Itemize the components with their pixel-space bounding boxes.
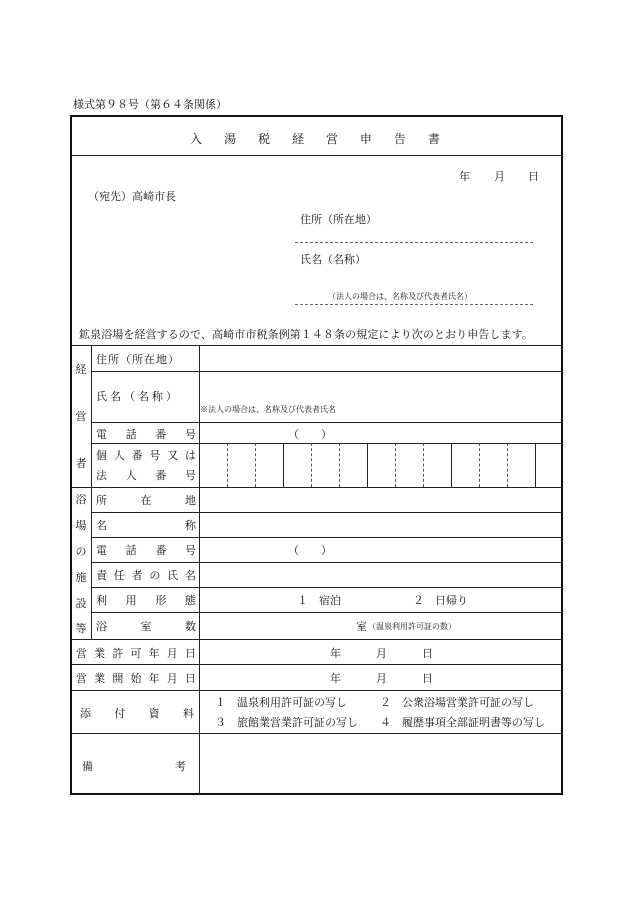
digit-box-divider [311,443,312,487]
label-char: 任 [113,569,125,582]
form-number: 様式第９８号（第６４条関係） [73,98,227,111]
attachment-item-1[interactable]: １ 温泉利用許可証の写し [215,696,347,709]
rooms-unit: 室 [356,620,367,633]
label-char: 番 [155,469,167,482]
title-char: 申 [359,132,372,146]
label-char: 備 [82,760,93,773]
applicant-name-line[interactable] [295,304,533,305]
facility-section-char: の [75,545,87,558]
row-line [91,371,562,372]
label-char: の [149,569,161,582]
title-char: 税 [257,132,270,146]
facility-section-char: 浴 [75,493,87,506]
facility-location-label [96,492,196,508]
operator-section-char: 経 [75,363,87,376]
label-char: 名 [96,519,107,532]
remarks-field[interactable] [200,734,561,793]
permit-date-label [76,645,196,661]
row-line [71,487,562,488]
label-char: 番 [131,449,143,462]
date-year[interactable]: 年 [459,170,470,183]
label-char: 号 [184,428,196,441]
digit-box-divider [227,443,228,487]
declaration-text: 鉱泉浴場を経営するので、高崎市市税条例第１４８条の規定により次のとおり申告します。 [79,328,533,341]
corporate-note: （法人の場合は、名称及び代表者氏名） [328,292,472,301]
operator-name-label: 氏名（名称） [96,390,180,403]
attachment-item-3[interactable]: ３ 旅館業営業許可証の写し [215,716,358,729]
row-line [91,537,562,538]
title-char: 告 [393,132,406,146]
facility-phone-paren[interactable]: （ ） [288,544,332,557]
operator-section-char: 営 [75,410,87,423]
label-char: 始 [130,672,142,685]
label-char: 法 [96,469,107,482]
label-char: 月 [166,672,178,685]
label-char: は [184,449,196,462]
label-char: 名 [184,569,196,582]
label-char: 室 [140,620,152,633]
label-char: 考 [175,760,186,773]
label-char: 形 [155,594,167,607]
label-char: 資 [148,707,160,720]
digit-box-divider [479,443,480,487]
label-char: 可 [130,647,142,660]
label-char: 営 [76,672,87,685]
label-char: 責 [96,569,107,582]
label-char: 月 [166,647,178,660]
facility-phone-label [96,542,196,558]
row-line [91,443,562,444]
operator-phone-label [96,426,196,442]
facility-manager-label [96,567,196,583]
start-year[interactable]: 年 [330,672,341,685]
facility-section-char: 等 [75,622,87,635]
facility-section-char: 設 [75,597,87,610]
addressee: （宛先）高崎市長 [88,190,176,203]
label-char: 号 [184,544,196,557]
label-char: 業 [94,647,106,660]
label-char: 又 [167,449,179,462]
row-line [91,422,562,423]
label-char: 年 [148,672,160,685]
label-char: 開 [112,672,124,685]
row-line [91,512,562,513]
title-char: 湯 [223,132,236,146]
operator-name-note: ※法人の場合は、名称及び代表者氏名 [200,405,336,414]
label-char: 業 [94,672,106,685]
permit-year[interactable]: 年 [330,647,341,660]
label-char: 号 [149,449,161,462]
operator-section-char: 者 [75,457,87,470]
label-char: 個 [96,449,107,462]
facility-name-label [96,517,196,533]
attachments-label [80,705,194,721]
label-char: 電 [96,428,107,441]
row-line [71,664,562,665]
label-char: 人 [113,449,125,462]
label-char: 地 [185,494,196,507]
label-char: 添 [80,707,91,720]
rooms-note: （温泉利用許可証の数） [368,622,456,631]
label-char: 電 [96,544,107,557]
label-char: 日 [184,647,196,660]
date-month[interactable]: 月 [494,170,505,183]
title-char: 営 [325,132,338,146]
label-char: 氏 [167,569,179,582]
label-char: 許 [112,647,124,660]
permit-day[interactable]: 日 [422,647,433,660]
row-line [91,562,562,563]
permit-month[interactable]: 月 [376,647,387,660]
operator-id-label-line1 [96,447,196,463]
label-char: 利 [96,594,107,607]
title-char: 書 [427,132,440,146]
label-char: 営 [76,647,87,660]
label-char: 話 [125,544,137,557]
usage-option-stay[interactable]: １ 宿泊 [297,594,341,607]
label-char: 所 [96,494,107,507]
facility-section-char: 施 [75,571,87,584]
start-date-label [76,670,196,686]
label-char: 称 [185,519,196,532]
label-char: 用 [125,594,137,607]
applicant-address-label: 住所（所在地） [300,213,377,226]
digit-box-divider [367,443,368,487]
label-char: 番 [155,544,167,557]
digit-box-divider [423,443,424,487]
label-char: 態 [184,594,196,607]
title-char: 経 [291,132,304,146]
label-char: 人 [125,469,137,482]
digit-box-divider [283,443,284,487]
label-char: 番 [155,428,167,441]
applicant-address-line[interactable] [295,242,533,243]
section-column-line [91,345,92,639]
usage-option-daytrip[interactable]: ２ 日帰り [413,594,468,607]
row-line [71,690,562,691]
row-line [71,639,562,640]
label-char: 話 [125,428,137,441]
operator-id-label-line2 [96,467,196,483]
label-char: 数 [185,620,196,633]
label-char: 付 [114,707,126,720]
date-day[interactable]: 日 [528,170,539,183]
title-char: 入 [190,132,203,146]
digit-box-divider [255,443,256,487]
label-char: 号 [184,469,196,482]
digit-box-divider [339,443,340,487]
row-line [91,587,562,588]
facility-rooms-label [96,618,196,634]
label-char: 料 [182,707,194,720]
label-char: 在 [140,494,152,507]
facility-usage-label [96,592,196,608]
label-char: 日 [184,672,196,685]
label-char: 浴 [96,620,107,633]
operator-phone-paren[interactable]: （ ） [288,428,332,441]
applicant-name-label: 氏名（名称） [300,253,366,266]
label-char: 年 [148,647,160,660]
label-char: 者 [131,569,143,582]
remarks-label [82,758,186,774]
table-top [71,345,562,346]
title-divider [71,155,562,156]
digit-box-divider [395,443,396,487]
row-line [91,612,562,613]
attachment-item-2[interactable]: ２ 公衆浴場営業許可証の写し [380,696,534,709]
facility-section-char: 場 [75,519,87,532]
digit-box-divider [535,443,536,487]
digit-box-divider [507,443,508,487]
attachment-item-4[interactable]: ４ 履歴事項全部証明書等の写し [380,716,545,729]
form-title [190,130,440,147]
start-month[interactable]: 月 [376,672,387,685]
digit-box-divider [451,443,452,487]
operator-address-label: 住所（所在地） [96,353,180,366]
start-day[interactable]: 日 [422,672,433,685]
